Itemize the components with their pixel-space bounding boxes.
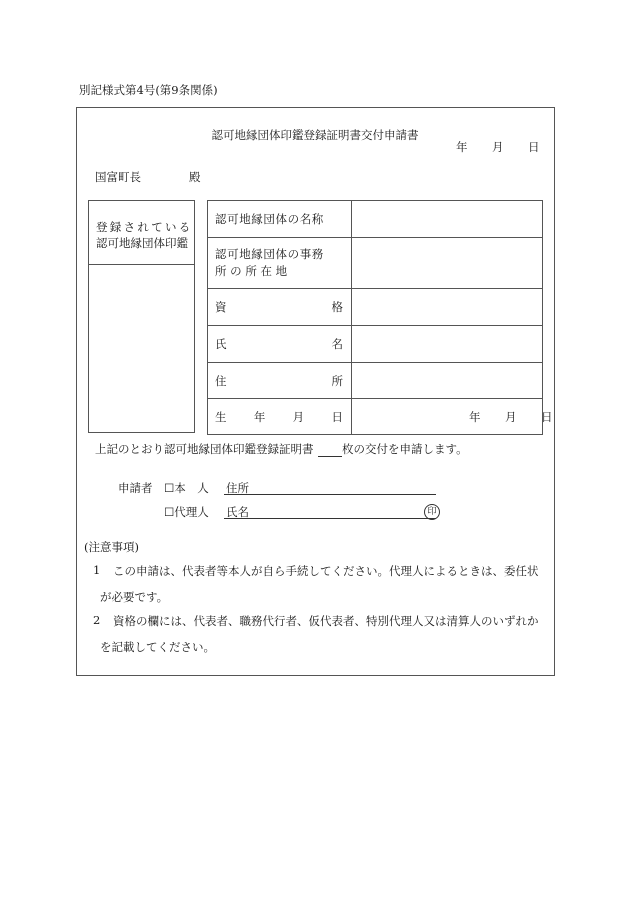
note-1-line-2: が必要です。 [100,590,169,604]
birth-day-label: 日 [541,409,553,424]
form-title: 認可地縁団体印鑑登録証明書交付申請書 [211,128,419,142]
self-checkbox[interactable]: ☐本 人 [164,481,209,495]
label-address: 住 所 [208,363,352,399]
date-year-label: 年 [456,140,468,154]
seal-box-line1: 登録されている [96,220,193,234]
statement-before: 上記のとおり認可地縁団体印鑑登録証明書 [95,442,314,456]
note-2-line-1: 資格の欄には、代表者、職務代行者、仮代表者、特別代理人又は清算人のいずれか [113,614,539,628]
form-id: 別記様式第4号(第9条関係) [79,83,218,97]
address-field-line[interactable] [224,494,436,495]
table-row-birth [208,399,543,435]
birth-month-label: 月 [505,409,517,424]
label-office-location: 認可地縁団体の事務 所 の 所 在 地 [208,238,352,289]
info-table [207,200,553,435]
birth-year-label: 年 [469,409,481,424]
table-row-address [208,363,543,399]
field-qualification[interactable] [352,289,543,326]
notes-heading: (注意事項) [84,540,139,554]
seal-impression-area[interactable] [89,265,194,432]
agent-checkbox[interactable]: ☐代理人 [164,505,209,519]
field-office-location[interactable] [352,238,543,289]
label-group-name: 認可地縁団体の名称 [208,201,352,238]
name-label: 氏名 [226,505,249,519]
label-name: 氏 名 [208,326,352,363]
note-1-line-1: この申請は、代表者等本人が自ら手続してください。代理人によるときは、委任状 [113,564,539,578]
name-field-line[interactable] [224,518,436,519]
table-row-name [208,326,543,363]
seal-box-line2: 認可地縁団体印鑑 [96,236,188,250]
date-day-label: 日 [528,140,540,154]
copies-count-blank[interactable] [318,456,342,457]
applicant-label: 申請者 [118,481,153,495]
field-name[interactable] [352,326,543,363]
note-2-number: 2 [93,613,101,627]
field-birth-date[interactable] [352,399,553,435]
table-row-group-name [208,201,543,238]
field-group-name[interactable] [352,201,543,238]
table-row-qualification [208,289,543,326]
table-row-office [208,238,543,289]
statement-after: 枚の交付を申請します。 [342,442,468,456]
addressee-name: 国富町長 [95,170,141,184]
address-label: 住所 [226,481,249,495]
field-address[interactable] [352,363,543,399]
addressee-honorific: 殿 [189,170,201,184]
note-2-line-2: を記載してください。 [100,640,215,654]
seal-mark-icon: 印 [424,504,440,520]
label-qualification: 資 格 [208,289,352,326]
date-month-label: 月 [492,140,504,154]
seal-registration-box [88,200,195,433]
label-birth-date: 生 年 月 日 [208,399,352,435]
note-1-number: 1 [93,563,101,577]
seal-box-heading [89,201,194,265]
